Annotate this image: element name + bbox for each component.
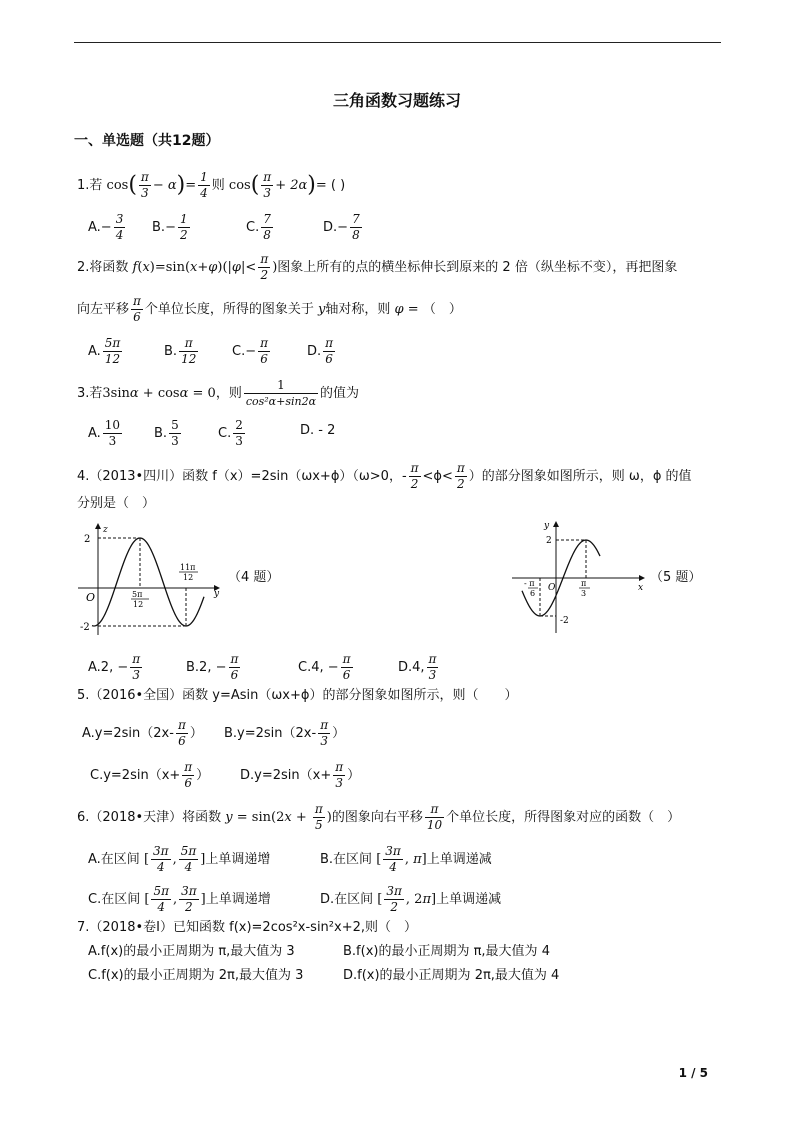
q4-option-d: D.4, $\frac{\pi}{3}$	[398, 652, 437, 682]
q3-option-d: D. - 2	[300, 423, 336, 438]
q3-option-a: A. $\frac{10}{3}$	[88, 418, 121, 448]
q5-option-a: A.y=2sin（2x- $\frac{\pi}{6}$ ）	[82, 718, 203, 748]
svg-text:12: 12	[183, 573, 194, 582]
question-6: 6.（2018•天津）将函数 y = sin(2x + $\frac{\pi}{5}$ )的图象向右平移 $\frac{\pi}{10}$ 个单位长度，所得图象对应的函数（ ）	[77, 802, 681, 832]
q3-option-b: B. $\frac{5}{3}$	[154, 418, 179, 448]
q1-option-b: B.− $\frac{1}{2}$	[152, 212, 188, 242]
svg-text:11π: 11π	[180, 563, 196, 572]
q4-option-a: A.2, − $\frac{\pi}{3}$	[88, 652, 141, 682]
svg-text:y: y	[214, 589, 220, 599]
figure-5-label: （5 题）	[650, 570, 702, 585]
question-4-line2: 分别是（ ）	[77, 496, 156, 511]
question-1: 1.若 cos( $\frac{\pi}{3}$ − α)= $\frac{1}{4}$ 则 cos( $\frac{\pi}{3}$ + 2α)= ( )	[77, 170, 346, 200]
q3-option-c: C. $\frac{2}{3}$	[218, 418, 243, 448]
svg-text:π: π	[581, 579, 587, 588]
q5-option-b: B.y=2sin（2x- $\frac{\pi}{3}$ ）	[224, 718, 346, 748]
q6-option-d: D.在区间 [ $\frac{3\pi}{2}$ , 2π]上单调递减	[320, 884, 502, 914]
header-rule	[74, 42, 721, 43]
page-title: 三角函数习题练习	[332, 91, 461, 110]
q5-option-c: C.y=2sin（x+ $\frac{\pi}{6}$ ）	[90, 760, 210, 790]
q7-option-c: C.f(x)的最小正周期为 2π,最大值为 3	[88, 968, 304, 983]
svg-text:z: z	[103, 525, 108, 535]
svg-text:O: O	[86, 591, 96, 604]
q2-option-b: B. $\frac{\pi}{12}$	[164, 336, 197, 366]
svg-text:2: 2	[84, 534, 91, 545]
q2-option-a: A. $\frac{5\pi}{12}$	[88, 336, 121, 366]
question-2-line1: 2.将函数 f(x)=sin(x+φ)(|φ|< $\frac{\pi}{2}$ )图象上所有的点的横坐标伸长到原来的 2 倍（纵坐标不变），再把图象	[77, 252, 678, 282]
figure-5-graph	[508, 518, 653, 636]
q6-option-c: C.在区间 [ $\frac{5\pi}{4}$ , $\frac{3\pi}{2}$ ]上单调递增	[88, 884, 271, 914]
q6-option-b: B.在区间 [ $\frac{3\pi}{4}$ , π]上单调递减	[320, 844, 492, 874]
q1-option-d: D.− $\frac{7}{8}$	[323, 212, 360, 242]
svg-text:3: 3	[581, 589, 587, 598]
svg-text:y: y	[544, 521, 550, 531]
q2-option-c: C.− $\frac{\pi}{6}$	[232, 336, 269, 366]
svg-text:12: 12	[133, 600, 144, 609]
figure-4-label: （4 题）	[228, 570, 280, 585]
figure-4-graph	[74, 520, 224, 640]
svg-text:-2: -2	[80, 622, 90, 633]
q6-option-a: A.在区间 [ $\frac{3\pi}{4}$ , $\frac{5\pi}{4}$ ]上单调递增	[88, 844, 271, 874]
q7-option-a: A.f(x)的最小正周期为 π,最大值为 3	[88, 944, 295, 959]
question-2-line2: 向左平移 $\frac{\pi}{6}$ 个单位长度，所得的图象关于 y轴对称，则 φ = （ ）	[77, 294, 462, 324]
page-number: 1 / 5	[678, 1066, 708, 1080]
svg-text:5π: 5π	[132, 590, 143, 599]
q7-option-d: D.f(x)的最小正周期为 2π,最大值为 4	[343, 968, 560, 983]
q7-option-b: B.f(x)的最小正周期为 π,最大值为 4	[343, 944, 550, 959]
q4-option-b: B.2, − $\frac{\pi}{6}$	[186, 652, 239, 682]
svg-text:x: x	[638, 583, 644, 593]
q5-option-d: D.y=2sin（x+ $\frac{\pi}{3}$ ）	[240, 760, 361, 790]
svg-text:- π: - π	[524, 579, 535, 588]
q1-option-c: C. $\frac{7}{8}$	[246, 212, 271, 242]
section-heading: 一、单选题（共12题）	[74, 133, 220, 149]
svg-text:-2: -2	[560, 616, 569, 626]
question-3: 3.若3sinα + cosα = 0，则 $\frac{1}{\text{cos²α+sin2α}}$ 的值为	[77, 378, 360, 408]
question-7: 7.（2018•卷Ⅰ）已知函数 f(x)=2cos²x-sin²x+2,则（ ）	[77, 920, 417, 935]
svg-text:2: 2	[546, 536, 552, 546]
q2-option-d: D. $\frac{\pi}{6}$	[307, 336, 334, 366]
svg-text:O: O	[548, 583, 556, 593]
svg-text:6: 6	[530, 589, 536, 598]
q1-option-a: A.− $\frac{3}{4}$	[88, 212, 124, 242]
question-4-line1: 4.（2013•四川）函数 f（x）=2sin（ωx+ϕ）（ω>0，- $\frac{\pi}{2}$ <ϕ< $\frac{\pi}{2}$ ）的部分图象如图所示，则 ω，ϕ 的值	[77, 461, 692, 491]
q4-option-c: C.4, − $\frac{\pi}{6}$	[298, 652, 351, 682]
question-5: 5.（2016•全国）函数 y=Asin（ωx+ϕ）的部分图象如图所示，则（ ）	[77, 688, 518, 703]
